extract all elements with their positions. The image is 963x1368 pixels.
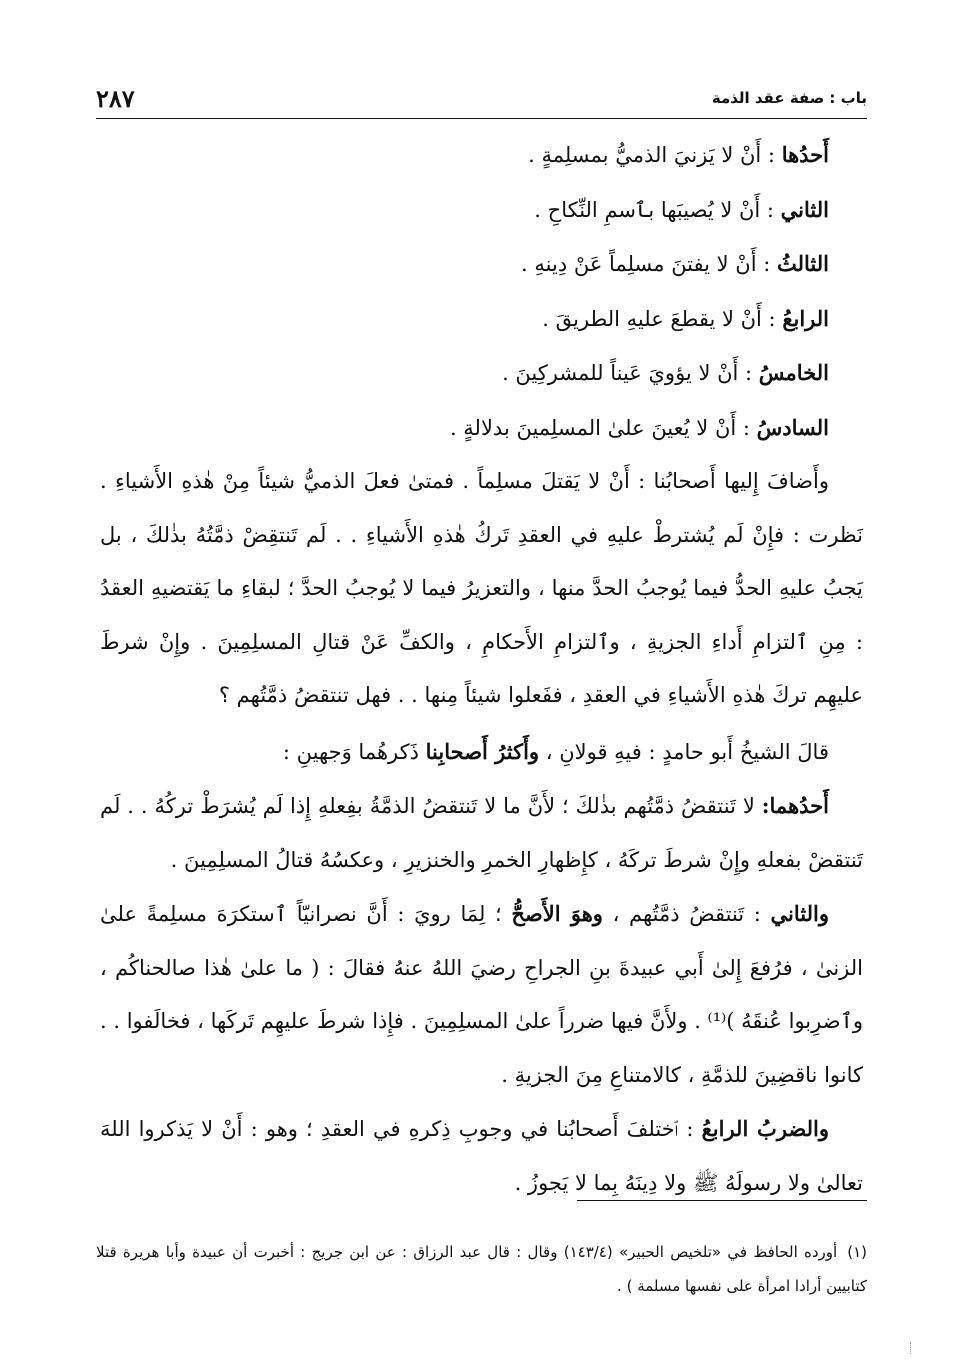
paragraph-first-view	[100, 779, 863, 887]
list-item	[100, 128, 863, 183]
paragraph-text: ذَكرهُما وَجهينِ :	[282, 739, 426, 764]
running-title: باب : صفة عقد الذمة	[711, 89, 867, 107]
item-key: الرابعُ	[782, 305, 829, 331]
paragraph-additions: وأَضافَ إِليها أَصحابُنا : أَنْ لا يَقتلَ مسلِماً . فمتىٰ فعلَ الذميُّ شيئاً مِنْ هٰذهِ الأَشياءِ . نَظرت : فإِنْ لَم يُشترطْ عليهِ في العقدِ تَركُ هٰذهِ الأَشياءِ . . لَم تَنتقِضْ ذمَّتُهُ بذٰلكَ ، بل يَجبُ عليهِ الحدُّ فيما يُوجبُ الحدَّ منها ، والتعزيرُ فيما لا يُوجبُ الحدَّ ؛ لبقاءِ ما يَقتضيهِ العقدُ : مِنِ ٱلتزامِ أَداءِ الجزيةِ ، وٱلتزامِ الأَحكامِ ، والكفِّ عَنْ قتالِ المسلِمِينَ . وإِنْ شرطَ عليهِم تركَ هٰذهِ الأَشياءِ في العقدِ ، ففَعلوا شيئاً مِنها . . فهل تنتقضُ ذمَّتُهم ؟	[100, 469, 863, 707]
paragraph-text: لا تَنتقضُ ذمَّتُهم بذٰلكَ ؛ لأَنَّ ما لا تَنتقضُ الذمَّةُ بفِعلهِ إِذا لَم يُشرَطْ تركُهُ . . لَم تَنتقضْ بفعلهِ وإِنْ شرطَ تركَهُ ، كإِظهارِ الخمرِ والخنزيرِ ، وعكسُهُ قتالُ المسلِمِينَ .	[100, 794, 863, 872]
item-key: أَحدُها	[781, 142, 829, 167]
item-text: : أَنْ لا يؤويَ عَيناً للمشركِينَ .	[502, 361, 759, 385]
page-header	[96, 78, 867, 118]
paragraph-text: ؛ لِمَا رويَ : أَنَّ نصرانيّاً ٱستكرَهَ مسلِمةً علىٰ الزنىٰ ، فرُفعَ إِلىٰ أَبي عبيدةَ بنِ الجراحِ رضيَ اللهُ عنهُ فقالَ : ( ما علىٰ هٰذا صالحناكُم ، وٱضرِبوا عُنقَهُ )⁽¹⁾ . ولأَنَّ فيها ضرراً علىٰ المسلِمِينَ . فإِذا شرطَ عليهِم تَركَها ، فخالَفوا . . كانوا ناقضِينَ للذمَّةِ ، كالامتناعِ مِنَ الجزيةِ .	[100, 902, 864, 1087]
emphasis-text: وأَكثرُ أَصحابِنا	[425, 738, 540, 764]
item-key: الثاني	[780, 196, 829, 222]
list-item	[100, 292, 863, 347]
item-text: : أَنْ لا يفتنَ مسلِماً عَنْ دِينهِ .	[521, 252, 777, 276]
emphasis-text: والثاني	[770, 901, 829, 926]
list-item	[100, 346, 863, 401]
list-item	[100, 401, 863, 456]
item-key: الخامسُ	[758, 360, 829, 385]
item-key: السادسُ	[756, 414, 829, 440]
footnote-divider	[577, 1200, 867, 1201]
item-text: : أَنْ لا يقطعَ عليهِ الطريقَ .	[542, 306, 783, 331]
paragraph-text: : ٱختلفَ أَصحابُنا في وجوبِ ذِكرهِ في العقدِ ؛ وهو : أَنْ لا يَذكروا اللهَ تعالىٰ ولا رسولَهُ ﷺ ولا دِينَهُ بِما لا يَجوزُ .	[100, 1117, 863, 1195]
page-number: ٢٨٧	[96, 83, 135, 113]
emphasis-text: وهوَ الأَصحُّ	[511, 901, 603, 926]
main-text	[100, 128, 863, 1210]
paragraph-text: : تَنتقضُ ذمَّتُهم ،	[602, 902, 771, 926]
footnote-text: أورده الحافظ في «تلخيص الحبير» (١٤٣/٤) وقال : قال عبد الرزاق : عن ابن جريج : أخبرت أن عبيدة وأبا هريرة قتلا كتابيين أرادا امرأة على نفسها مسلمة ) .	[96, 1243, 867, 1295]
item-text: : أَنْ لا يَزنيَ الذميُّ بمسلِمةٍ .	[528, 143, 782, 167]
emphasis-text: أَحدُهما:	[761, 793, 829, 818]
item-text: : أَنْ لا يُصيبَها بٱسمِ النِّكاحِ .	[534, 197, 781, 222]
paragraph-fourth-type	[100, 1102, 863, 1210]
margin-mark	[910, 1342, 912, 1354]
item-text: : أَنْ لا يُعينَ علىٰ المسلِمينَ بدلالةٍ .	[449, 415, 757, 440]
list-item	[100, 237, 863, 292]
footnote-marker: (١)	[847, 1243, 867, 1261]
header-divider	[96, 118, 867, 119]
paragraph-second-view	[100, 887, 863, 1102]
list-item	[100, 183, 863, 238]
emphasis-text: والضربُ الرابعُ	[701, 1116, 829, 1141]
paragraph-abu-hamid	[100, 725, 863, 780]
paragraph-text: قالَ الشيخُ أَبو حامدٍ : فيهِ قولانِ ،	[539, 739, 829, 764]
item-key: الثالثُ	[777, 251, 829, 276]
footnote	[96, 1235, 867, 1303]
